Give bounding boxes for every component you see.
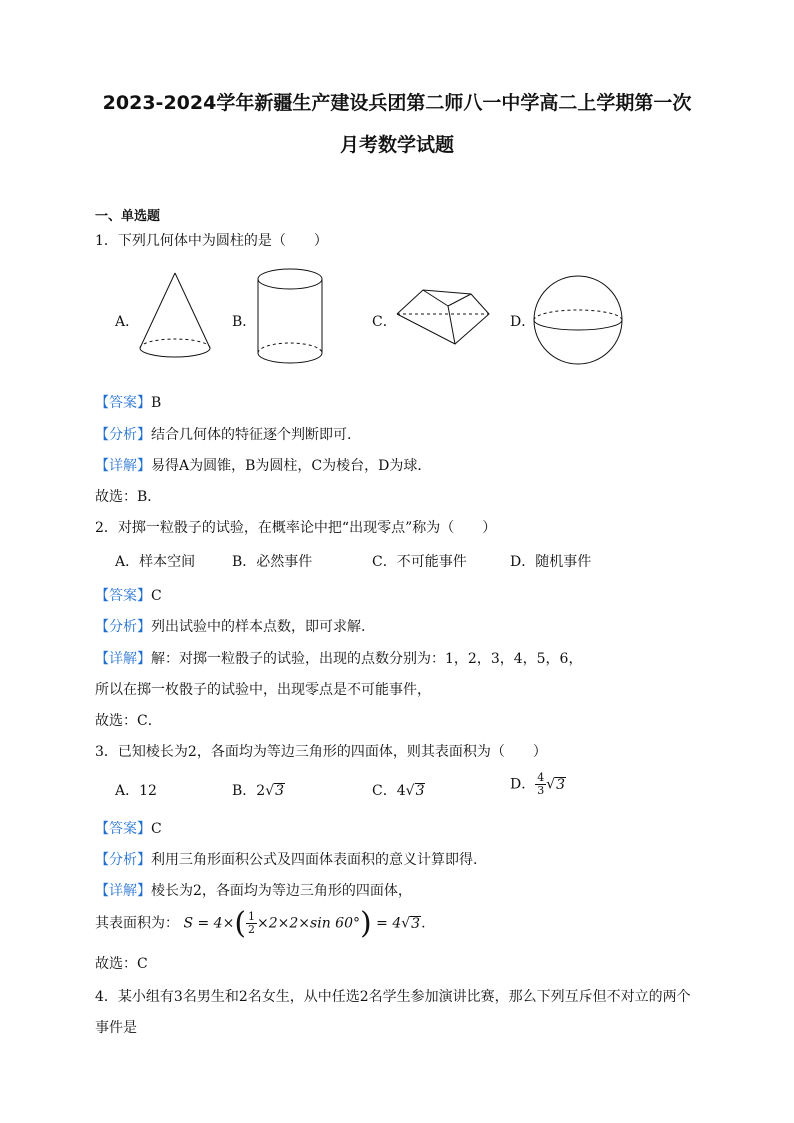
q1-detail bbox=[95, 455, 431, 475]
fraction bbox=[535, 772, 546, 797]
option-label: D． bbox=[510, 776, 536, 793]
answer-value: C bbox=[151, 588, 162, 604]
fraction-denominator: 3 bbox=[537, 784, 545, 798]
page-title-line2: 月考数学试题 bbox=[339, 134, 454, 156]
q3-stem: 3．已知棱长为2，各面均为等边三角形的四面体，则其表面积为（ ） bbox=[95, 744, 547, 760]
q1-stem: 1．下列几何体中为圆柱的是（ ） bbox=[95, 233, 328, 249]
formula-equals: = 4 bbox=[371, 915, 402, 932]
sqrt-sign: √ bbox=[401, 915, 411, 932]
analysis-tag: 【分析】 bbox=[95, 427, 151, 443]
q3-formula-line bbox=[95, 906, 426, 941]
left-paren: ( bbox=[234, 906, 247, 941]
sqrt-radicand: 3 bbox=[275, 783, 285, 799]
formula-end: . bbox=[421, 915, 426, 932]
answer-value: B bbox=[151, 395, 162, 411]
sqrt-sign: √ bbox=[405, 783, 415, 799]
q1-option-c: C． bbox=[372, 314, 397, 330]
detail-tag: 【详解】 bbox=[95, 883, 151, 899]
answer-tag: 【答案】 bbox=[95, 821, 151, 837]
detail-text: 易得A为圆锥，B为圆柱，C为棱台，D为球． bbox=[151, 458, 432, 474]
sqrt-radicand: 3 bbox=[415, 783, 425, 799]
q1-choose: 故选：B． bbox=[95, 489, 162, 505]
q3-choose: 故选：C bbox=[95, 956, 148, 972]
q3-option-c bbox=[372, 780, 425, 800]
q2-answer bbox=[95, 585, 162, 605]
sqrt-radicand: 3 bbox=[556, 776, 566, 793]
q3-option-d bbox=[510, 772, 566, 797]
detail-tag: 【详解】 bbox=[95, 458, 151, 474]
sqrt-radicand: 3 bbox=[411, 915, 421, 932]
q4-stem-line2: 事件是 bbox=[95, 1020, 137, 1036]
q1-option-b: B． bbox=[232, 314, 257, 330]
q2-option-b: B．必然事件 bbox=[232, 554, 313, 570]
analysis-tag: 【分析】 bbox=[95, 619, 151, 635]
q1-answer bbox=[95, 392, 161, 412]
option-label: B． bbox=[232, 783, 257, 799]
q2-option-d: D．随机事件 bbox=[510, 554, 592, 570]
q3-answer bbox=[95, 818, 162, 838]
option-label: A． bbox=[115, 783, 140, 799]
q2-stem: 2．对掷一粒骰子的试验，在概率论中把“出现零点”称为（ ） bbox=[95, 520, 497, 536]
formula-middle: ×2×2×sin 60° bbox=[257, 915, 360, 932]
sqrt-sign: √ bbox=[546, 776, 556, 793]
formula-fraction bbox=[246, 911, 257, 936]
analysis-text: 利用三角形面积公式及四面体表面积的意义计算即得. bbox=[151, 852, 478, 868]
q2-option-a: A．样本空间 bbox=[115, 554, 196, 570]
q2-detail bbox=[95, 648, 582, 668]
q3-option-a bbox=[115, 780, 157, 800]
q3-analysis bbox=[95, 849, 477, 869]
detail-tag: 【详解】 bbox=[95, 651, 151, 667]
page-title-line1: 2023-2024学年新疆生产建设兵团第二师八一中学高二上学期第一次 bbox=[102, 92, 692, 114]
q1-option-a: A． bbox=[115, 314, 140, 330]
fraction-denominator: 2 bbox=[248, 923, 256, 936]
formula-lhs: S = 4× bbox=[183, 915, 235, 932]
q4-stem: 4．某小组有3名男生和2名女生，从中任选2名学生参加演讲比赛，那么下列互斥但不对立的两个 bbox=[95, 989, 691, 1005]
analysis-text: 列出试验中的样本点数，即可求解. bbox=[151, 619, 366, 635]
formula-prefix: 其表面积为： bbox=[95, 915, 179, 932]
detail-text: 棱长为2，各面均为等边三角形的四面体， bbox=[151, 883, 412, 899]
q2-option-c: C．不可能事件 bbox=[372, 554, 467, 570]
cone-figure bbox=[135, 270, 215, 365]
option-coef: 2 bbox=[256, 783, 266, 799]
option-coef: 4 bbox=[396, 783, 406, 799]
detail-text: 解：对掷一粒骰子的试验，出现的点数分别为：1，2，3，4，5，6， bbox=[151, 651, 583, 667]
analysis-text: 结合几何体的特征逐个判断即可. bbox=[151, 427, 352, 443]
q2-analysis bbox=[95, 616, 365, 636]
q1-analysis bbox=[95, 424, 351, 444]
right-paren: ) bbox=[359, 906, 372, 941]
option-label: C． bbox=[372, 783, 397, 799]
section-heading: 一、单选题 bbox=[95, 209, 161, 224]
cylinder-figure bbox=[255, 265, 327, 365]
answer-value: C bbox=[151, 821, 162, 837]
fraction-numerator: 1 bbox=[248, 909, 256, 923]
q3-option-b bbox=[232, 780, 285, 800]
q2-detail-line2: 所以在掷一枚骰子的试验中，出现零点是不可能事件， bbox=[95, 682, 431, 698]
q3-detail bbox=[95, 880, 412, 900]
sqrt-sign: √ bbox=[265, 783, 275, 799]
frustum-figure bbox=[393, 282, 493, 352]
answer-tag: 【答案】 bbox=[95, 588, 151, 604]
q1-option-d: D． bbox=[510, 314, 536, 330]
answer-tag: 【答案】 bbox=[95, 395, 151, 411]
fraction-numerator: 4 bbox=[537, 771, 545, 784]
q2-choose: 故选：C． bbox=[95, 713, 162, 729]
sphere-figure bbox=[532, 274, 624, 366]
analysis-tag: 【分析】 bbox=[95, 852, 151, 868]
option-value: 12 bbox=[139, 783, 157, 799]
